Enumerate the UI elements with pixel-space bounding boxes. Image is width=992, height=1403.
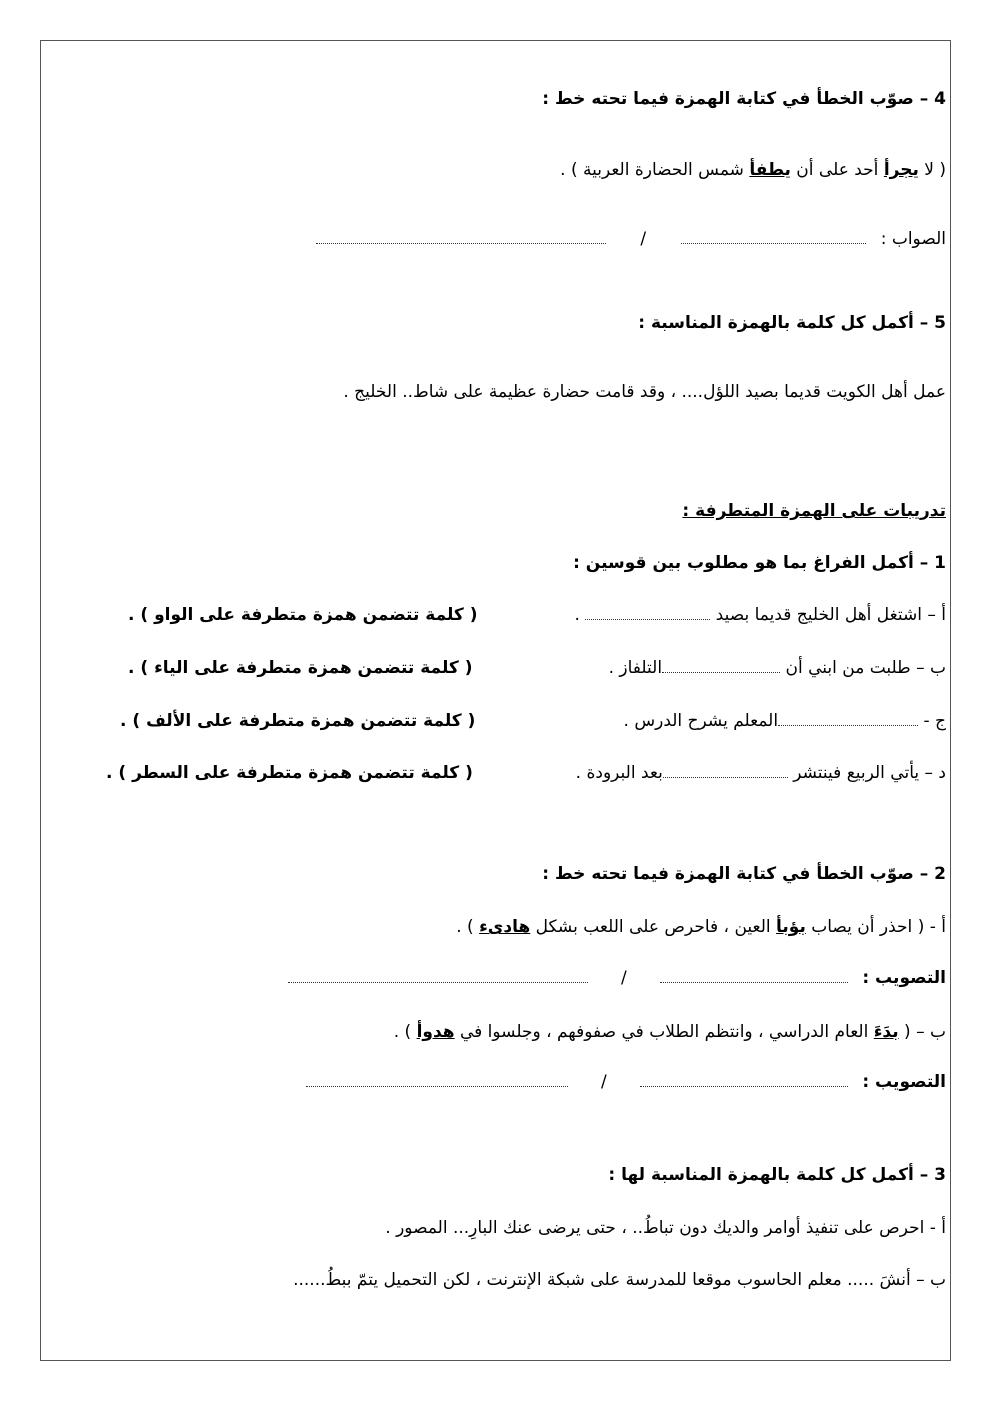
ex1-item-a [574, 604, 946, 626]
ex2-b-word2: هدوأ [416, 1022, 455, 1042]
ex2-a-mid: العين ، فاحرص على اللعب بشكل [530, 917, 777, 937]
q4-mid: أحد على أن [790, 160, 884, 180]
ex2-b-word1: بدَءَ [873, 1022, 899, 1042]
ex2-a-end: ) . [456, 917, 480, 937]
ex2-b-correction-row [306, 1071, 946, 1093]
ex1-item-d [576, 762, 946, 784]
ex2-a-pre: أ - ( احذر أن يصاب [805, 917, 946, 937]
ex2-a-correction-label: التصويب : [862, 968, 946, 988]
ex2-b-sentence [394, 1021, 946, 1043]
ex1-item-d-requirement: ( كلمة تتضمن همزة متطرفة على السطر ) . [106, 763, 473, 783]
ex2-a-word1: بؤبأ [776, 917, 806, 937]
ex1-item-c-blank[interactable] [778, 713, 918, 726]
ex3-a-sentence: أ - احرص على تنفيذ أوامر والديك دون تباطُ.. ، حتى يرضى عنك البارِ... المصور . [385, 1218, 946, 1238]
ex2-b-correction-label: التصويب : [862, 1072, 946, 1092]
ex2-a-correction-row [288, 967, 946, 989]
ex1-item-b-end: التلفاز . [608, 658, 663, 678]
ex2-a-slash: / [620, 968, 627, 988]
ex2-b-blank-2[interactable] [306, 1074, 568, 1087]
q4-word1: يجرأ [883, 160, 919, 180]
q5-title: 5 – أكمل كل كلمة بالهمزة المناسبة : [638, 313, 946, 333]
q4-sentence-open: ( لا [918, 160, 946, 180]
ex2-b-blank-1[interactable] [640, 1074, 848, 1087]
ex1-item-a-end: . [574, 605, 586, 625]
ex1-item-b-requirement: ( كلمة تتضمن همزة متطرفة على الياء ) . [128, 658, 473, 678]
ex2-b-pre: ب – ( [898, 1022, 946, 1042]
ex1-item-c-end: المعلم يشرح الدرس . [623, 711, 779, 731]
ex1-item-a-blank[interactable] [585, 607, 710, 620]
q4-title: 4 – صوّب الخطأ في كتابة الهمزة فيما تحته خط : [542, 89, 946, 109]
ex1-item-c-text: ج - [918, 711, 946, 731]
ex1-item-b [609, 657, 946, 679]
q4-word2: يطفأ [749, 160, 791, 180]
q4-sentence-end: شمس الحضارة العربية ) . [560, 160, 750, 180]
ex3-b-sentence: ب – أنشَ ..... معلم الحاسوب موقعا للمدرسة على شبكة الإنترنت ، لكن التحميل يتمّ ببطُ...... [293, 1270, 946, 1290]
ex1-item-d-end: بعد البرودة . [575, 763, 663, 783]
q5-sentence: عمل أهل الكويت قديما بصيد اللؤل.... ، وقد قامت حضارة عظيمة على شاط.. الخليج . [343, 382, 946, 402]
ex1-item-b-text: ب – طلبت من ابني أن [780, 658, 946, 678]
q4-answer-label: الصواب : [880, 229, 946, 249]
ex2-a-word2: هادىء [479, 917, 531, 937]
ex1-item-a-text: أ – اشتغل أهل الخليج قديما بصيد [710, 605, 946, 625]
ex1-item-a-requirement: ( كلمة تتضمن همزة متطرفة على الواو ) . [128, 605, 478, 625]
ex2-b-mid: العام الدراسي ، وانتظم الطلاب في صفوفهم ، وجلسوا في [454, 1022, 874, 1042]
q4-answer-row [316, 228, 946, 250]
ex1-item-c-requirement: ( كلمة تتضمن همزة متطرفة على الألف ) . [120, 711, 476, 731]
ex2-a-blank-2[interactable] [288, 970, 588, 983]
ex2-b-end: ) . [393, 1022, 417, 1042]
ex1-item-d-text: د – يأتي الربيع فينتشر [787, 763, 946, 783]
q4-sentence [560, 159, 946, 181]
q4-answer-blank-1[interactable] [681, 231, 866, 244]
ex1-title: 1 – أكمل الفراغ بما هو مطلوب بين قوسين : [573, 553, 946, 573]
ex2-a-sentence [456, 916, 946, 938]
ex2-a-blank-1[interactable] [660, 970, 848, 983]
ex1-item-c [624, 710, 946, 732]
q4-answer-blank-2[interactable] [316, 231, 606, 244]
q4-slash: / [640, 229, 647, 249]
ex3-title: 3 – أكمل كل كلمة بالهمزة المناسبة لها : [608, 1165, 946, 1185]
ex1-item-b-blank[interactable] [662, 660, 780, 673]
section-title: تدريبات على الهمزة المتطرفة : [682, 501, 946, 521]
ex2-b-slash: / [600, 1072, 607, 1092]
ex2-title: 2 – صوّب الخطأ في كتابة الهمزة فيما تحته خط : [542, 864, 946, 884]
ex1-item-d-blank[interactable] [663, 765, 788, 778]
